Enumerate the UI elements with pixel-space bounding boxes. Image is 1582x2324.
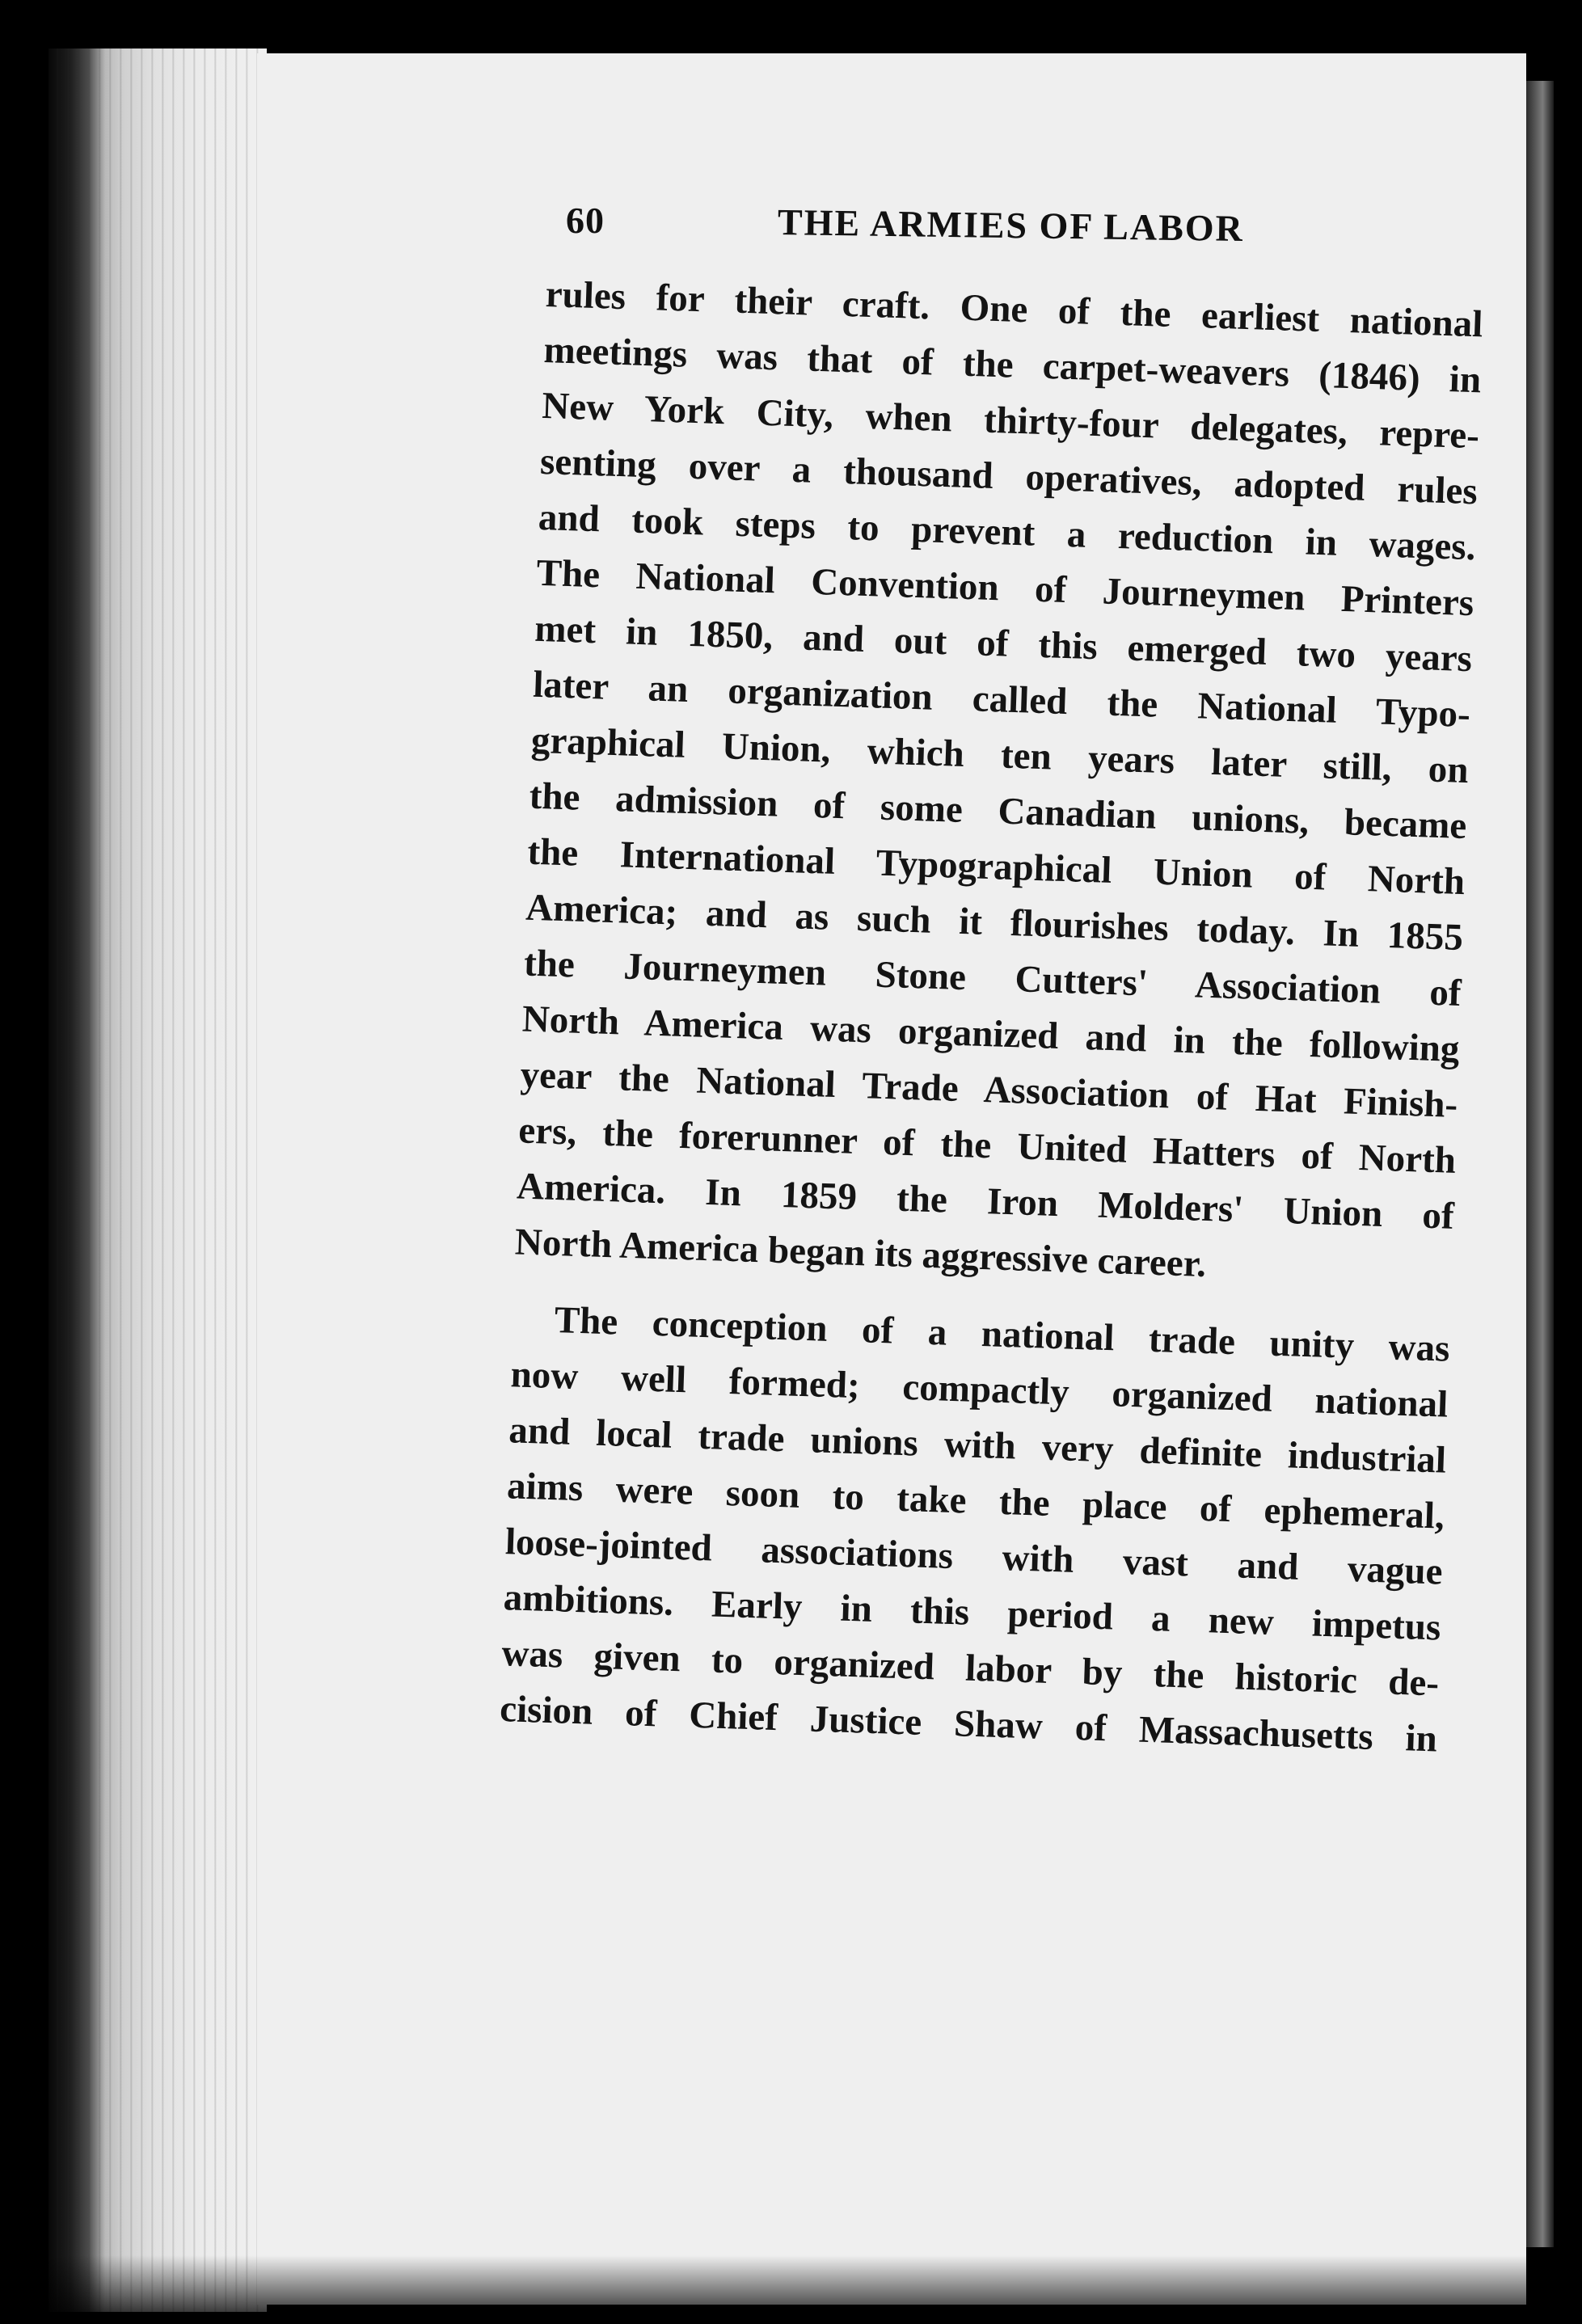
text-line: graphical Union, which ten years later still, on (530, 719, 1470, 792)
text-line: America. In 1859 the Iron Molders' Union of (516, 1165, 1455, 1238)
text-line: senting over a thousand operatives, adopted rules (539, 440, 1479, 513)
text-line: The National Convention of Journeymen Printers (535, 551, 1474, 625)
running-head: THE ARMIES OF LABOR (777, 201, 1245, 250)
text-line: ambitions. Early in this period a new impetus (502, 1576, 1442, 1649)
text-line: aims were soon to take the place of ephemeral, (506, 1465, 1445, 1537)
text-line: rules for their craft. One of the earliest national (545, 272, 1484, 346)
text-line: The conception of a national trade unity was (554, 1299, 1451, 1370)
paragraph-1 (514, 267, 1483, 1301)
text-line: ers, the forerunner of the United Hatters of North (517, 1109, 1457, 1182)
book-gutter (1526, 81, 1554, 2247)
text-line: loose-jointed associations with vast and vague (504, 1521, 1444, 1593)
text-line: North America was organized and in the following (521, 998, 1461, 1070)
text-line: and local trade unions with very definite industrial (508, 1409, 1447, 1482)
text-line: year the National Trade Association of Hat Finish- (519, 1053, 1458, 1126)
text-line: was given to organized labor by the historic de- (500, 1632, 1440, 1705)
text-line: the Journeymen Stone Cutters' Association of (523, 942, 1462, 1014)
page-bottom-shadow (49, 2255, 1536, 2320)
page-number: 60 (566, 200, 605, 241)
body-text (499, 267, 1483, 1767)
text-line: now well formed; compactly organized national (509, 1353, 1449, 1426)
text-line: the admission of some Canadian unions, became (529, 774, 1468, 848)
paragraph-2 (499, 1291, 1450, 1767)
text-line: meetings was that of the carpet-weavers (1846) in (542, 328, 1482, 402)
text-line: the International Typographical Union of North (526, 830, 1466, 904)
page-header (566, 192, 1512, 265)
text-line: later an organization called the National Typo- (532, 663, 1471, 736)
text-line: North America began its aggressive career. (514, 1221, 1207, 1285)
text-line: and took steps to prevent a reduction in wages. (538, 496, 1477, 569)
text-line: cision of Chief Justice Shaw of Massachusetts in (499, 1688, 1438, 1761)
text-line: met in 1850, and out of this emerged two years (534, 607, 1473, 681)
text-line: America; and as such it flourishes today. In 1855 (525, 886, 1464, 960)
book-page-edge-lines (49, 49, 267, 2312)
text-line: New York City, when thirty-four delegates, repre- (541, 384, 1480, 458)
